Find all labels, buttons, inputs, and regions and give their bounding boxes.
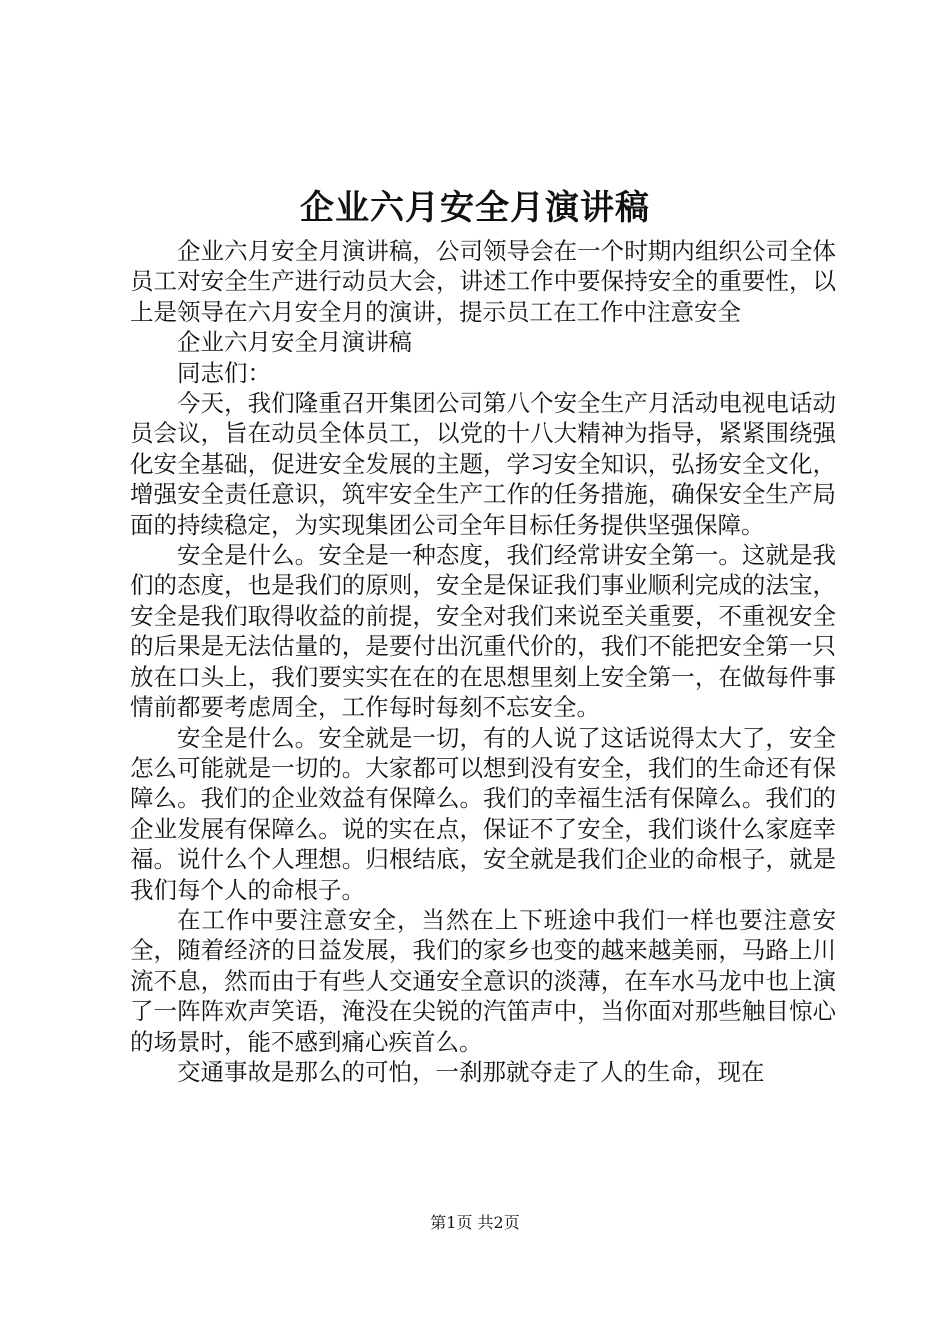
document-title: 企业六月安全月演讲稿 — [300, 188, 650, 228]
paragraph-traffic-accident: 交通事故是那么的可怕，一刹那就夺走了人的生命，现在 — [177, 1057, 765, 1086]
page-footer: 第1页 共2页 — [430, 1213, 520, 1232]
document-body — [130, 236, 836, 1087]
paragraph-salutation: 同志们： — [177, 358, 271, 387]
paragraph-intro: 企业六月安全月演讲稿，公司领导会在一个时期内组织公司全体员工对安全生产进行动员大会，讲述工作中要保持安全的重要性，以上是领导在六月安全月的演讲，提示员工在工作中注意安全 — [130, 237, 836, 326]
paragraph-subtitle: 企业六月安全月演讲稿 — [177, 328, 412, 357]
paragraph-safety-attitude: 安全是什么。安全是一种态度，我们经常讲安全第一。这就是我们的态度，也是我们的原则，安全是保证我们事业顺利完成的法宝，安全是我们取得收益的前提，安全对我们来说至关重要，不重视安全的后果是无法估量的，是要付出沉重代价的，我们不能把安全第一只放在口头上，我们要实实在在的在思想里刻上安全第一，在做每件事情前都要考虑周全，工作每时每刻不忘安全。 — [130, 541, 836, 722]
paragraph-safety-everything: 安全是什么。安全就是一切，有的人说了这话说得太大了，安全怎么可能就是一切的。大家都可以想到没有安全，我们的生命还有保障么。我们的企业效益有保障么。我们的幸福生活有保障么。我们的企业发展有保障么。说的实在点，保证不了安全，我们谈什么家庭幸福。说什么个人理想。归根结底，安全就是我们企业的命根子，就是我们每个人的命根子。 — [130, 723, 836, 904]
paragraph-commute-safety: 在工作中要注意安全，当然在上下班途中我们一样也要注意安全，随着经济的日益发展，我们的家乡也变的越来越美丽，马路上川流不息，然而由于有些人交通安全意识的淡薄，在车水马龙中也上演了一阵阵欢声笑语，淹没在尖锐的汽笛声中，当你面对那些触目惊心的场景时，能不感到痛心疾首么。 — [130, 905, 836, 1056]
paragraph-today: 今天，我们隆重召开集团公司第八个安全生产月活动电视电话动员会议，旨在动员全体员工，以党的十八大精神为指导，紧紧围绕强化安全基础，促进安全发展的主题，学习安全知识，弘扬安全文化，增强安全责任意识，筑牢安全生产工作的任务措施，确保安全生产局面的持续稳定，为实现集团公司全年目标任务提供坚强保障。 — [130, 389, 836, 539]
